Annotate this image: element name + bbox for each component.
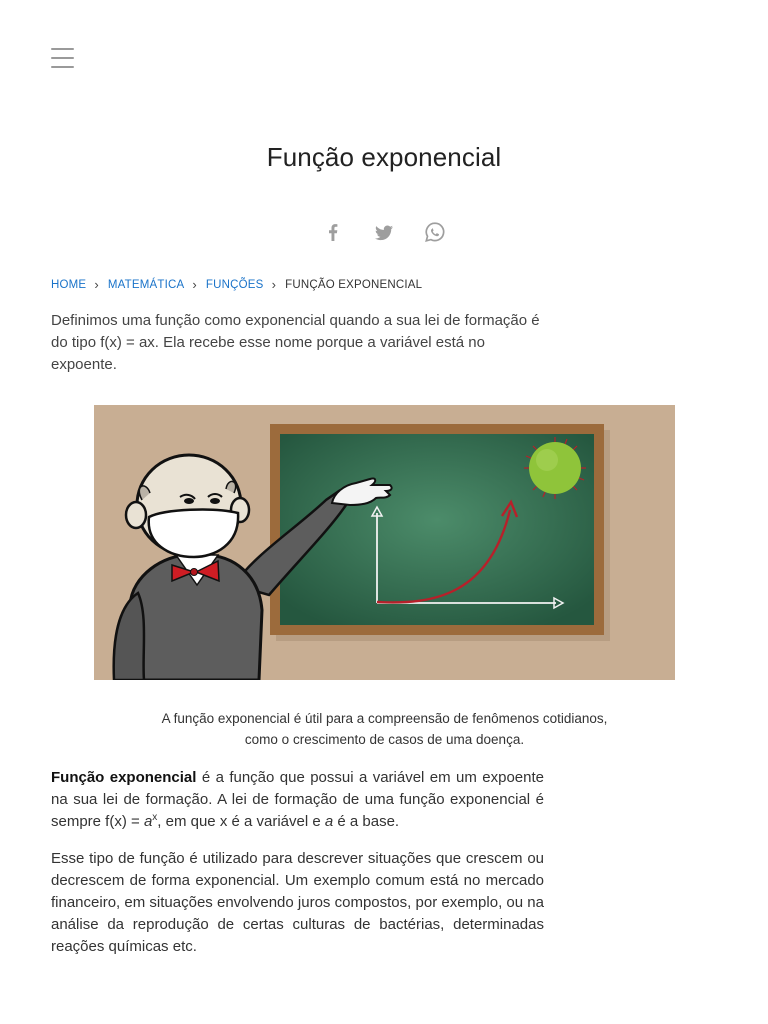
p1-text-1: é a função que possui a variável em um expoente na sua lei de formação. A lei de formação de uma função exponencial é sempre f(x) = bbox=[51, 769, 544, 830]
chevron-right-icon: › bbox=[192, 276, 197, 292]
facebook-share-button[interactable] bbox=[320, 219, 346, 245]
paragraph-definition bbox=[51, 767, 544, 833]
p1-text-2: , em que x é a variável e bbox=[157, 813, 325, 830]
breadcrumb-funcoes[interactable]: FUNÇÕES bbox=[205, 279, 264, 291]
chevron-right-icon: › bbox=[94, 276, 99, 292]
article-illustration bbox=[94, 405, 675, 680]
page-title: Função exponencial bbox=[266, 142, 502, 172]
breadcrumb-matematica[interactable]: MATEMÁTICA bbox=[107, 279, 185, 291]
facebook-icon bbox=[320, 219, 346, 245]
formula-exponent: x bbox=[152, 812, 158, 823]
caption-line-2: como o crescimento de casos de uma doença. bbox=[244, 731, 525, 747]
whatsapp-share-button[interactable] bbox=[422, 219, 448, 245]
virus bbox=[524, 437, 586, 499]
breadcrumb-home[interactable]: HOME bbox=[51, 279, 87, 291]
breadcrumb-current: FUNÇÃO EXPONENCIAL bbox=[285, 279, 423, 291]
whatsapp-icon bbox=[422, 219, 448, 245]
chevron-right-icon: › bbox=[271, 276, 277, 292]
caption-line-1: A função exponencial é útil para a compreensão de fenômenos cotidianos, bbox=[161, 711, 608, 726]
p1-text-3: é a base. bbox=[333, 813, 400, 830]
twitter-icon bbox=[371, 219, 397, 245]
formula-base: a bbox=[143, 813, 153, 830]
breadcrumb bbox=[51, 277, 422, 293]
paragraph-applications: Esse tipo de função é utilizado para descrever situações que crescem ou decrescem de forma exponencial. Um exemplo comum está no mercado financeiro, em situações envolvendo juros compostos, por exemplo, ou na análise da reprodução de certas culturas de bactérias, determinadas reações químicas etc. bbox=[51, 850, 544, 955]
share-bar bbox=[320, 219, 450, 245]
intro-text: Definimos uma função como exponencial quando a sua lei de formação é do tipo f(x) = ax. Ela recebe esse nome porque a variável está no expoente. bbox=[51, 312, 540, 373]
term-highlight: Função exponencial bbox=[51, 769, 197, 786]
figure-caption bbox=[94, 709, 675, 750]
formula-base-ref: a bbox=[324, 813, 334, 830]
twitter-share-button[interactable] bbox=[371, 219, 397, 245]
menu-button[interactable] bbox=[51, 48, 74, 70]
